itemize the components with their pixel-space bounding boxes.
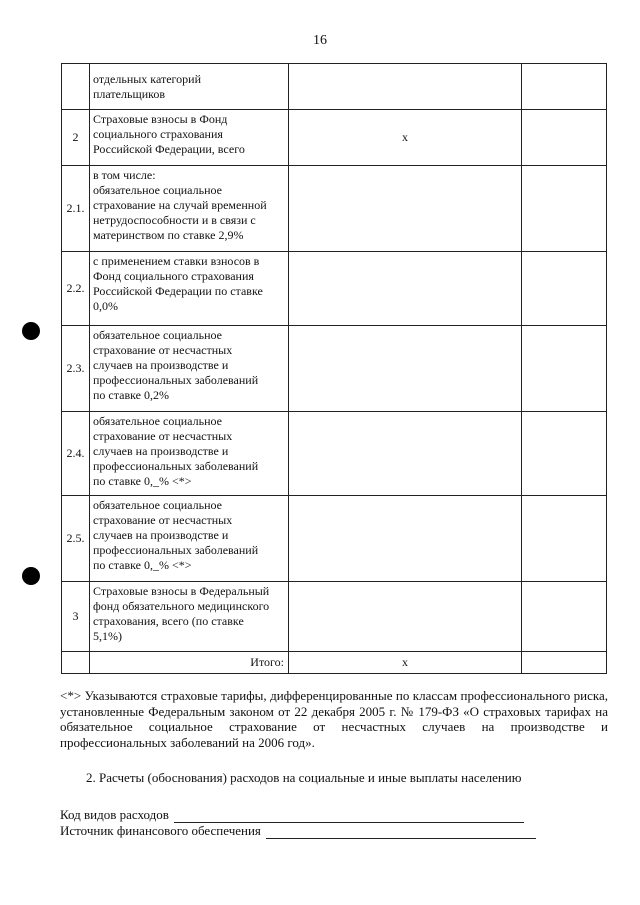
value-cell <box>289 582 522 652</box>
row-number: 2.2. <box>62 252 90 326</box>
description-line: обязательное социальное <box>93 183 222 197</box>
value-cell <box>522 412 607 496</box>
description-line: 5,1%) <box>93 629 122 643</box>
description-line: страхования, всего (по ставке <box>93 614 244 628</box>
row-description <box>90 252 289 326</box>
row-description <box>90 496 289 582</box>
value-cell: x <box>289 110 522 166</box>
row-description <box>90 326 289 412</box>
value-cell <box>522 496 607 582</box>
value-cell <box>522 64 607 110</box>
description-line: Страховые взносы в Федеральный <box>93 584 270 598</box>
row-number: 2.3. <box>62 326 90 412</box>
description-line: по ставке 0,2% <box>93 388 169 402</box>
description-line: в том числе: <box>93 168 156 182</box>
value-cell <box>289 252 522 326</box>
row-number: 2 <box>62 110 90 166</box>
expense-code-label: Код видов расходов <box>60 807 169 822</box>
expense-code-blank[interactable] <box>174 809 524 823</box>
description-line: плательщиков <box>93 86 166 101</box>
value-cell <box>522 582 607 652</box>
row-number: 2.4. <box>62 412 90 496</box>
description-line: Фонд социального страхования <box>93 269 254 283</box>
description-line: обязательное социальное <box>93 414 222 428</box>
description-line: по ставке 0,_% <*> <box>93 558 192 572</box>
total-label: Итого: <box>90 652 289 674</box>
funding-source-field <box>60 823 536 839</box>
punch-hole-bottom <box>22 567 40 585</box>
value-cell <box>289 326 522 412</box>
row-number: 2.1. <box>62 166 90 252</box>
description-line: социального страхования <box>93 127 223 141</box>
description-line: с применением ставки взносов в <box>93 254 260 268</box>
row-number: 2.5. <box>62 496 90 582</box>
description-line: страхование от несчастных <box>93 513 233 527</box>
description-line: 0,0% <box>93 299 118 313</box>
row-description <box>90 412 289 496</box>
description-line: страхование от несчастных <box>93 343 233 357</box>
table-row <box>62 252 607 326</box>
description-line: обязательное социальное <box>93 328 222 342</box>
value-cell <box>522 166 607 252</box>
description-line: случаев на производстве и <box>93 528 229 542</box>
table-row <box>62 326 607 412</box>
value-cell <box>522 326 607 412</box>
section-title: 2. Расчеты (обоснования) расходов на социальные и иные выплаты населению <box>86 770 522 785</box>
description-line: обязательное социальное <box>93 498 222 512</box>
contributions-table <box>61 63 607 674</box>
page-number: 16 <box>313 33 327 48</box>
description-line: страхование от несчастных <box>93 429 233 443</box>
row-description <box>90 582 289 652</box>
description-line: отдельных категорий <box>93 71 202 86</box>
funding-source-label: Источник финансового обеспечения <box>60 823 261 838</box>
row-description <box>90 64 289 110</box>
value-cell <box>522 252 607 326</box>
total-row <box>62 652 607 674</box>
description-line: профессиональных заболеваний <box>93 543 259 557</box>
table-row <box>62 64 607 110</box>
table-row <box>62 412 607 496</box>
description-line: по ставке 0,_% <*> <box>93 474 192 488</box>
value-cell <box>289 166 522 252</box>
punch-hole-top <box>22 322 40 340</box>
description-line: материнством по ставке 2,9% <box>93 228 244 242</box>
description-line: Российской Федерации по ставке <box>93 284 263 298</box>
total-number-cell <box>62 652 90 674</box>
table-row <box>62 496 607 582</box>
description-line: Российской Федерации, всего <box>93 142 245 156</box>
footnote: <*> Указываются страховые тарифы, дифференцированные по классам профессионального риска, установленные Федеральным законом от 22 декабря 2005 г. № 179-ФЗ «О страховых тарифах на обязательное социальное страхование от несчастных случаев на производстве и профессиональных заболеваний на 2006 год». <box>60 688 608 750</box>
value-cell <box>289 64 522 110</box>
total-value-cell <box>522 652 607 674</box>
description-line: профессиональных заболеваний <box>93 459 259 473</box>
funding-source-blank[interactable] <box>266 825 536 839</box>
value-cell <box>289 412 522 496</box>
table-row <box>62 582 607 652</box>
description-line: случаев на производстве и <box>93 358 229 372</box>
value-cell <box>289 496 522 582</box>
table-row <box>62 110 607 166</box>
description-line: нетрудоспособности и в связи с <box>93 213 256 227</box>
row-number <box>62 64 90 110</box>
table-row <box>62 166 607 252</box>
description-line: случаев на производстве и <box>93 444 229 458</box>
description-line: страхование на случай временной <box>93 198 267 212</box>
row-number: 3 <box>62 582 90 652</box>
description-line: Страховые взносы в Фонд <box>93 112 228 126</box>
value-cell <box>522 110 607 166</box>
row-description <box>90 166 289 252</box>
row-description <box>90 110 289 166</box>
description-line: фонд обязательного медицинского <box>93 599 270 613</box>
description-line: профессиональных заболеваний <box>93 373 259 387</box>
total-value-cell: x <box>289 652 522 674</box>
expense-code-field <box>60 807 524 823</box>
